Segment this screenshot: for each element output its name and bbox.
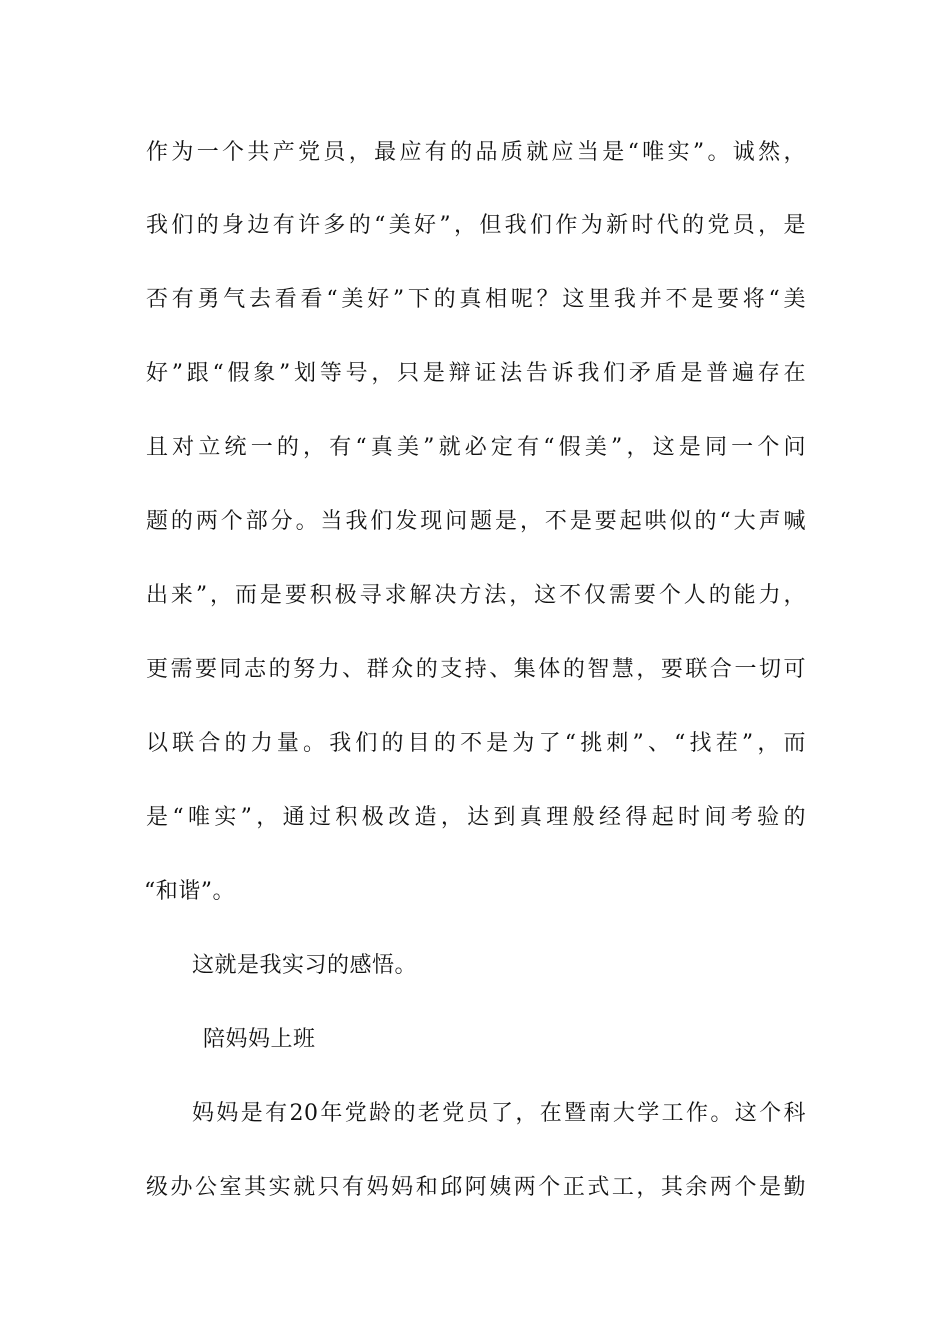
paragraph-text: 这就是我实习的感悟。 — [192, 953, 418, 978]
body-text-line: 更需要同志的努力、群众的支持、集体的智慧，要联合一切可 — [146, 657, 806, 682]
section-title: 陪妈妈上班 — [203, 1027, 316, 1052]
body-text-line: 以联合的力量。我们的目的不是为了“挑刺”、“找茬”，而 — [146, 731, 806, 756]
body-text-line: 且对立统一的，有“真美”就必定有“假美”，这是同一个问 — [146, 435, 806, 460]
body-text-line: 我们的身边有许多的“美好”，但我们作为新时代的党员，是 — [146, 213, 806, 238]
body-text-line: 题的两个部分。当我们发现问题是，不是要起哄似的“大声喊 — [146, 509, 806, 534]
body-text-line: 好”跟“假象”划等号，只是辩证法告诉我们矛盾是普遍存在 — [146, 361, 806, 386]
body-text-line: 出来”，而是要积极寻求解决方法，这不仅需要个人的能力， — [146, 583, 806, 608]
body-text-line: 作为一个共产党员，最应有的品质就应当是“唯实”。诚然， — [146, 140, 806, 165]
body-text-line: 级办公室其实就只有妈妈和邱阿姨两个正式工，其余两个是勤 — [146, 1175, 806, 1200]
body-text-line: 是“唯实”，通过积极改造，达到真理般经得起时间考验的 — [146, 805, 806, 830]
body-text-line: 妈妈是有20年党龄的老党员了，在暨南大学工作。这个科 — [192, 1101, 806, 1126]
body-text-line: 否有勇气去看看“美好”下的真相呢？这里我并不是要将“美 — [146, 287, 806, 312]
body-text-line: “和谐”。 — [144, 879, 235, 904]
